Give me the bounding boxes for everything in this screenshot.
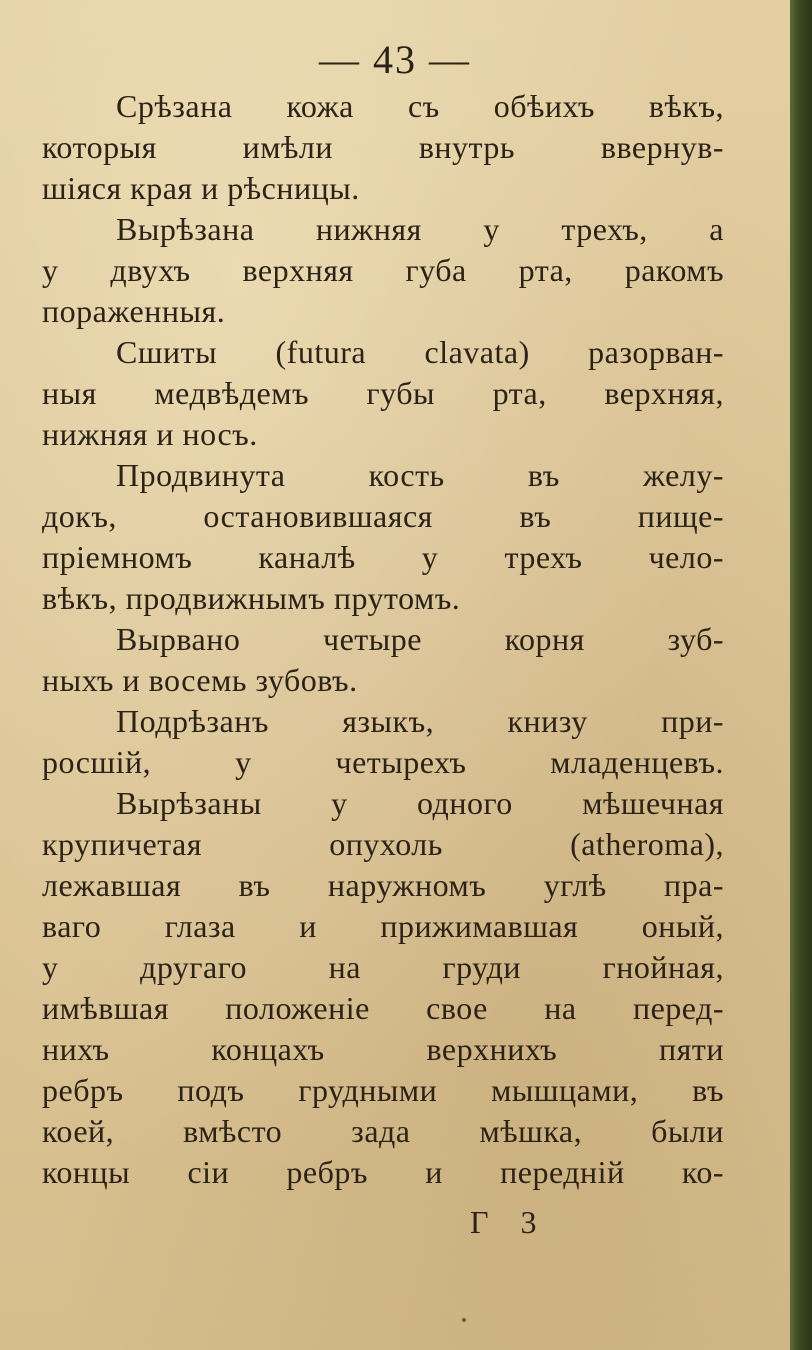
ink-speck [462, 1318, 466, 1322]
text-line: крупичетая опухоль (atheroma), [42, 826, 724, 862]
text-line: имѣвшая положеніе свое на перед- [42, 990, 724, 1026]
book-edge [790, 0, 812, 1350]
text-line: Сшиты (futura clavata) разорван- [116, 334, 724, 370]
text-line: Вырвано четыре корня зуб- [116, 621, 724, 657]
text-line: нижняя и носъ. [42, 416, 258, 452]
page-number: — 43 — [319, 37, 471, 82]
text-line: ваго глаза и прижимавшая оный, [42, 908, 724, 944]
text-line: вѣкъ, продвижнымъ прутомъ. [42, 580, 461, 616]
text-line: пріемномъ каналѣ у трехъ чело- [42, 539, 724, 575]
text-line: Продвинута кость въ желу- [116, 457, 724, 493]
signature-mark: Г 3 [470, 1204, 549, 1240]
text-line: Вырѣзана нижняя у трехъ, а [116, 211, 724, 247]
text-line: пораженныя. [42, 293, 226, 329]
text-line: концы сіи ребръ и передній ко- [42, 1154, 724, 1190]
text-line: докъ, остановившаяся въ пище- [42, 498, 724, 534]
text-line: коей, вмѣсто зада мѣшка, были [42, 1113, 724, 1149]
text-line: ныя медвѣдемъ губы рта, верхняя, [42, 375, 724, 411]
text-line: Срѣзана кожа съ обѣихъ вѣкъ, [116, 88, 724, 124]
text-line: ныхъ и восемь зубовъ. [42, 662, 358, 698]
text-line: нихъ концахъ верхнихъ пяти [42, 1031, 724, 1067]
text-line: ребръ подъ грудными мышцами, въ [42, 1072, 724, 1108]
page-text [42, 86, 724, 1193]
text-line: росшій, у четырехъ младенцевъ. [42, 744, 724, 780]
text-line: у другаго на груди гнойная, [42, 949, 724, 985]
text-line: у двухъ верхняя губа рта, ракомъ [42, 252, 724, 288]
text-line: Вырѣзаны у одного мѣшечная [116, 785, 724, 821]
text-line: которыя имѣли внутрь ввернув- [42, 129, 724, 165]
text-line: Подрѣзанъ языкъ, книзу при- [116, 703, 724, 739]
text-line: лежавшая въ наружномъ углѣ пра- [42, 867, 724, 903]
text-line: шіяся края и рѣсницы. [42, 170, 360, 206]
